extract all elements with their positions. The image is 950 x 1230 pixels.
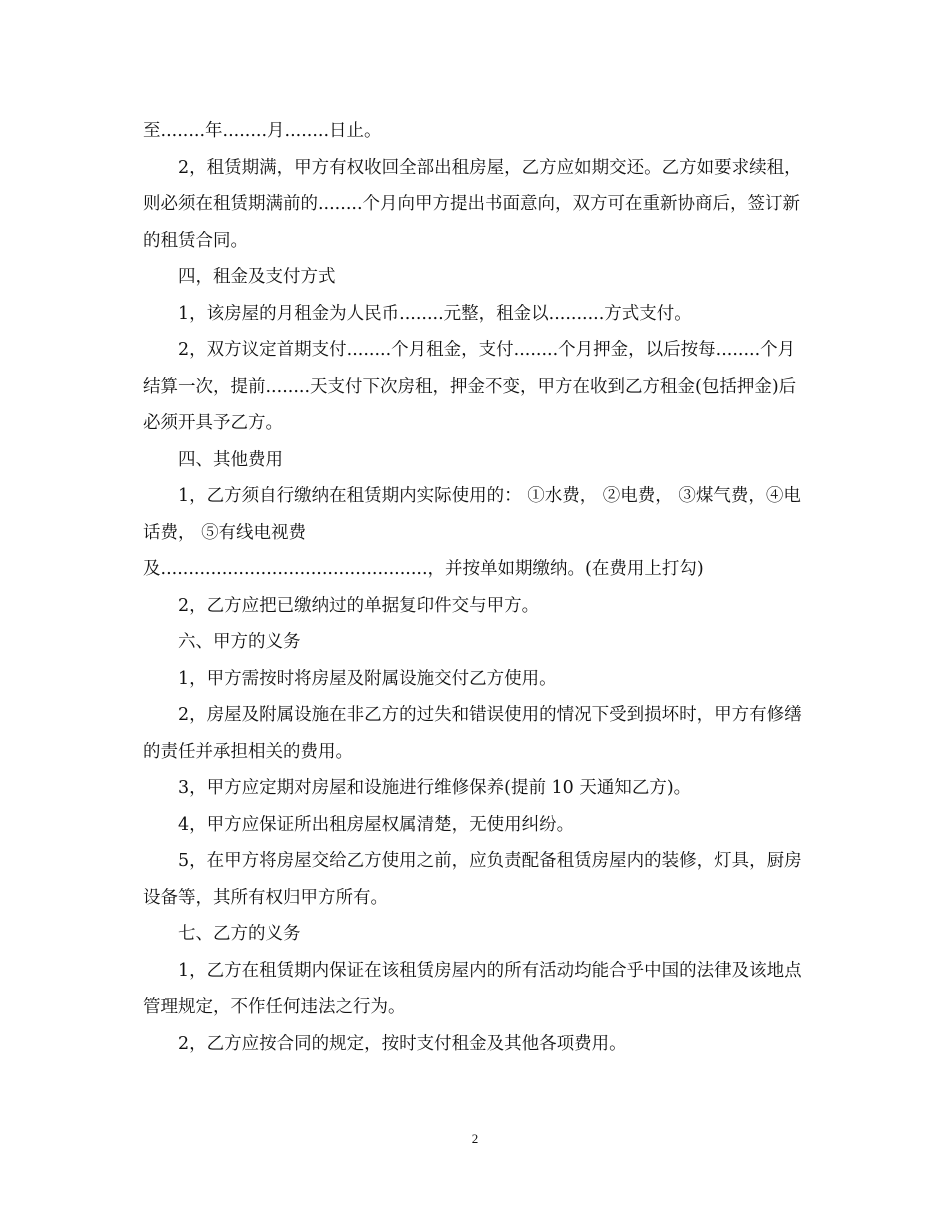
paragraph-lease-expiry: 2，租赁期满，甲方有权收回全部出租房屋，乙方应如期交还。乙方如要求续租，则必须在租赁期满前的........个月向甲方提出书面意向，双方可在重新协商后，签订新的租赁合同。 [143, 157, 802, 251]
paragraph-fees-payment: 及................................................，并按单如期缴纳。(在费用上打勾) [143, 559, 704, 579]
paragraph-b-obligation-1: 1，乙方在租赁期内保证在该租赁房屋内的所有活动均能合乎中国的法律及该地点管理规定，不作任何违法之行为。 [143, 960, 802, 1017]
heading-party-a-obligations: 六、甲方的义务 [178, 632, 301, 652]
heading-other-fees: 四、其他费用 [178, 449, 283, 470]
paragraph-a-obligation-4: 4，甲方应保证所出租房屋权属清楚，无使用纠纷。 [178, 814, 575, 835]
paragraph-a-obligation-5: 5，在甲方将房屋交给乙方使用之前，应负责配备租赁房屋内的装修，灯具，厨房设备等，其所有权归甲方所有。 [143, 851, 802, 908]
paragraph-term-end-date: 至........年........月........日止。 [143, 121, 382, 141]
paragraph-monthly-rent: 1，该房屋的月租金为人民币........元整，租金以..........方式支付。 [178, 303, 692, 324]
heading-rent-and-payment: 四，租金及支付方式 [178, 267, 336, 287]
page-number: 2 [471, 1131, 479, 1146]
paragraph-receipts-copy: 2，乙方应把已缴纳过的单据复印件交与甲方。 [178, 595, 540, 616]
paragraph-a-obligation-1: 1，甲方需按时将房屋及附属设施交付乙方使用。 [178, 668, 557, 689]
paragraph-a-obligation-3: 3，甲方应定期对房屋和设施进行维修保养(提前 10 天通知乙方)。 [178, 778, 692, 798]
paragraph-utility-fees: 1，乙方须自行缴纳在租赁期内实际使用的： ①水费， ②电费， ③煤气费，④电话费， ⑤有线电视费 [143, 486, 801, 543]
heading-party-b-obligations: 七、乙方的义务 [178, 924, 301, 944]
paragraph-a-obligation-2: 2，房屋及附属设施在非乙方的过失和错误使用的情况下受到损坏时，甲方有修缮的责任并承担相关的费用。 [143, 705, 802, 762]
document-body [143, 113, 807, 1062]
paragraph-first-payment: 2，双方议定首期支付........个月租金，支付........个月押金，以后按每........个月结算一次，提前........天支付下次房租，押金不变，甲方在收到乙方租金(包括押金)后必须开具予乙方。 [143, 340, 797, 433]
paragraph-b-obligation-2: 2，乙方应按合同的规定，按时支付租金及其他各项费用。 [178, 1033, 627, 1054]
